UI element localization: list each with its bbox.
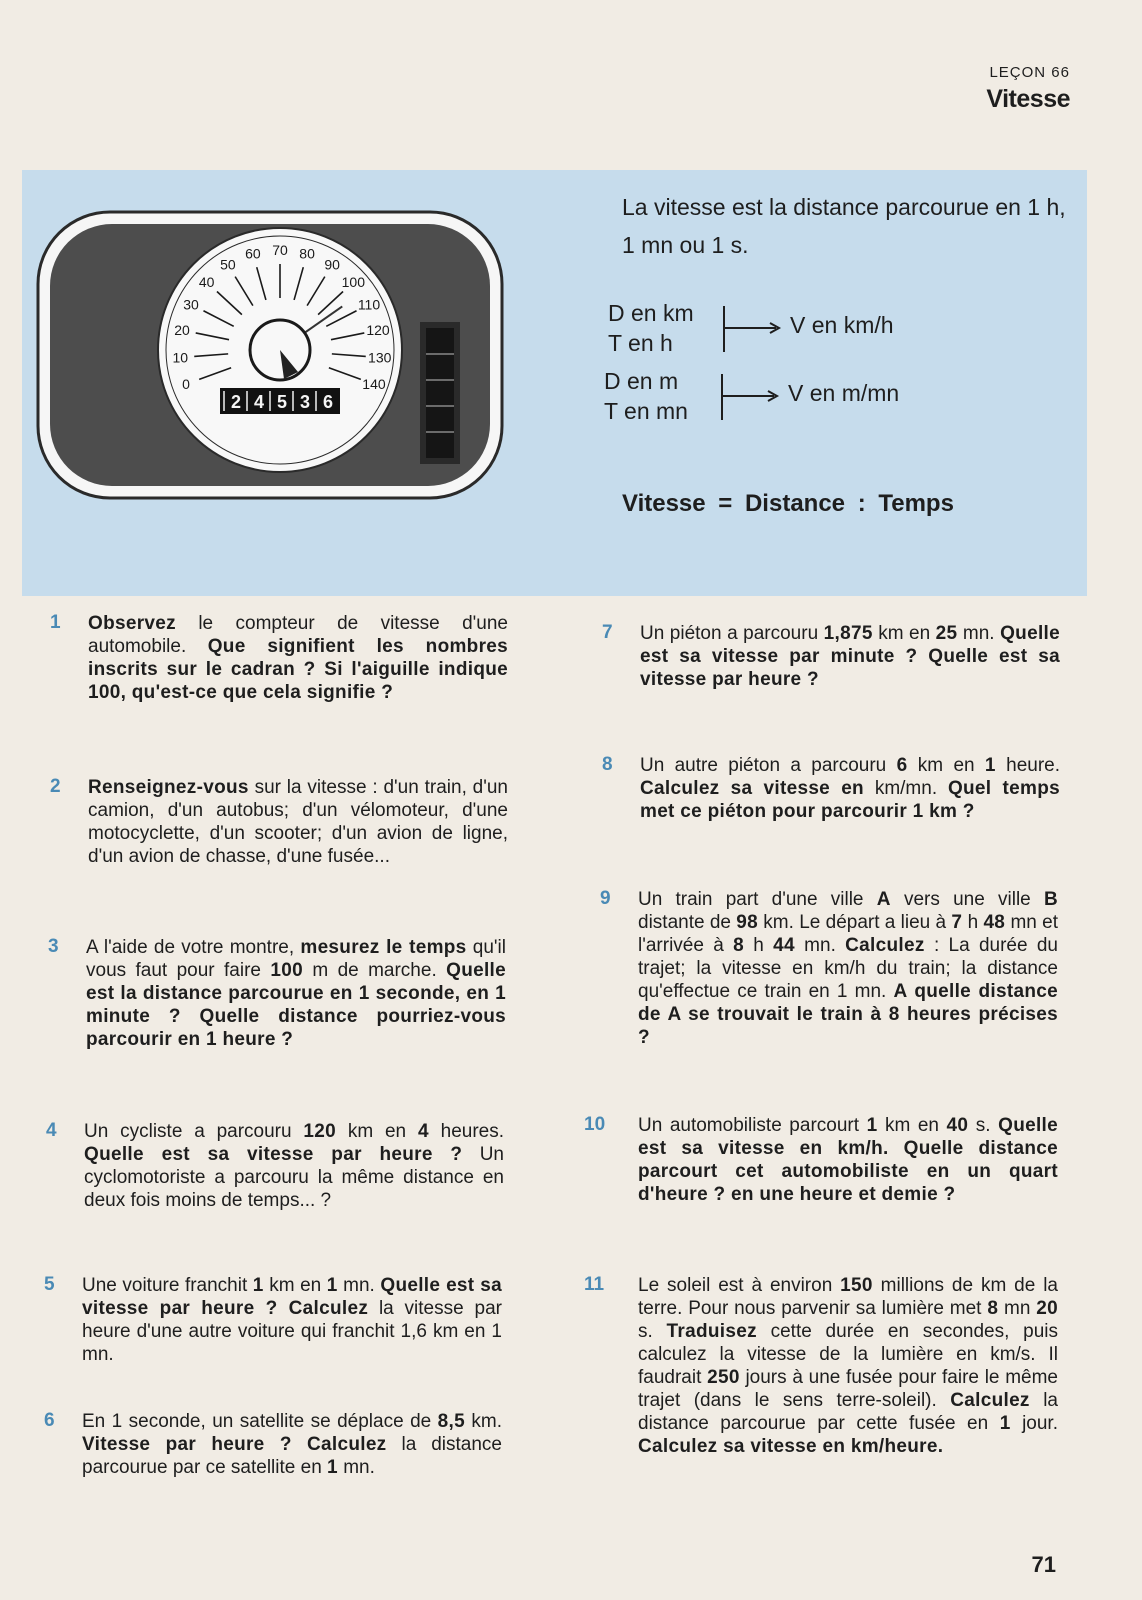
dial-label: 50 [220, 256, 236, 273]
formula-distance: D en km [608, 300, 694, 326]
definition-panel [22, 170, 1087, 596]
dial-label: 90 [324, 256, 340, 273]
lesson-header [986, 64, 1070, 114]
dial-label: 40 [198, 273, 215, 290]
dial-label: 30 [183, 296, 199, 313]
dial-label: 120 [366, 322, 390, 339]
dial-label: 80 [299, 245, 315, 262]
speed-formula: Vitesse = Distance : Temps [622, 490, 954, 517]
definitions [622, 188, 1072, 264]
formula-time: T en mn [604, 398, 688, 424]
formula-result: V en km/h [790, 312, 894, 338]
dial-label: 20 [174, 322, 190, 339]
lesson-title: Vitesse [986, 85, 1070, 113]
dial-label: 60 [245, 245, 261, 262]
page-number: 71 [1031, 1552, 1056, 1577]
odometer-digit: 5 [276, 392, 288, 412]
dial-label: 110 [357, 296, 381, 313]
dial-label: 100 [341, 273, 365, 290]
odometer-digit: 6 [322, 392, 334, 412]
lesson-number: LEÇON 66 [989, 64, 1070, 81]
dial-label: 70 [272, 242, 288, 258]
odometer-digit: 3 [299, 392, 311, 412]
dial-label: 130 [368, 349, 392, 366]
odometer [220, 388, 340, 414]
formula-distance: D en m [604, 368, 679, 394]
odometer-digit: 4 [253, 392, 265, 412]
formula-km-h [608, 298, 894, 358]
formula-m-mn [604, 366, 900, 426]
maps-to-arrow-icon [720, 370, 780, 424]
odometer-digit: 2 [230, 392, 242, 412]
dial-label: 0 [182, 376, 190, 393]
speed-definition: La vitesse est la distance parcourue en 1 h, 1 mn ou 1 s. [622, 194, 1066, 258]
formula-result: V en m/mn [788, 380, 900, 406]
dial-label: 10 [172, 349, 189, 366]
speedometer-illustration [36, 210, 504, 500]
maps-to-arrow-icon [722, 302, 782, 356]
formula-time: T en h [608, 330, 673, 356]
dial-label: 140 [362, 376, 386, 393]
